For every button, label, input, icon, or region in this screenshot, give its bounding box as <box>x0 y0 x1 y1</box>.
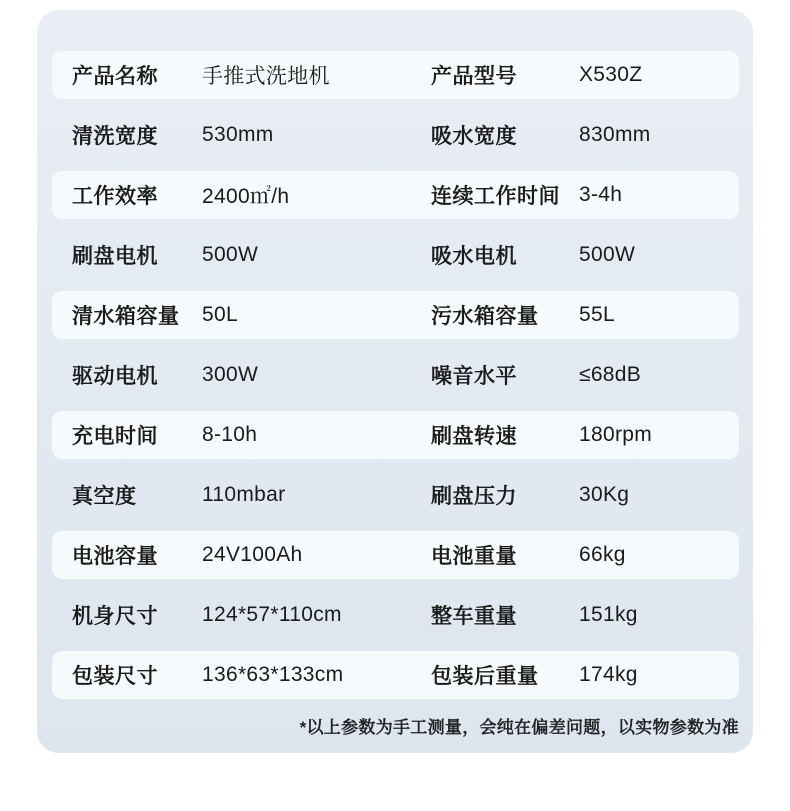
spec-label: 刷盘转速 <box>431 425 517 448</box>
spec-label: 充电时间 <box>72 425 158 448</box>
spec-row-battery <box>52 531 739 579</box>
spec-value: 530mm <box>202 123 274 146</box>
spec-label: 产品名称 <box>72 65 158 88</box>
spec-label: 工作效率 <box>72 185 158 208</box>
spec-label: 包装尺寸 <box>72 665 158 688</box>
spec-label: 污水箱容量 <box>431 305 539 328</box>
spec-row-product-name <box>52 51 739 99</box>
spec-row-efficiency <box>52 171 739 219</box>
spec-label: 刷盘电机 <box>72 245 158 268</box>
spec-row-charge-time <box>52 411 739 459</box>
spec-label: 产品型号 <box>431 65 517 88</box>
spec-card <box>37 10 753 753</box>
spec-value: ≤68dB <box>579 363 642 386</box>
spec-value: 500W <box>579 243 636 266</box>
spec-label: 吸水宽度 <box>431 125 517 148</box>
spec-row-body-size <box>52 591 739 639</box>
spec-label: 真空度 <box>72 485 137 508</box>
spec-value: 110mbar <box>202 483 286 506</box>
spec-label: 电池容量 <box>72 545 158 568</box>
spec-row-brush-motor <box>52 231 739 279</box>
spec-row-drive-motor <box>52 351 739 399</box>
spec-value: 8-10h <box>202 423 258 446</box>
spec-value: 830mm <box>579 123 651 146</box>
spec-label: 噪音水平 <box>431 365 517 388</box>
spec-value: 500W <box>202 243 259 266</box>
spec-value: 180rpm <box>579 423 653 446</box>
spec-value: 136*63*133cm <box>202 663 344 686</box>
spec-label: 吸水电机 <box>431 245 517 268</box>
spec-row-cleaning-width <box>52 111 739 159</box>
spec-value: 3-4h <box>579 183 623 206</box>
spec-row-clean-tank <box>52 291 739 339</box>
spec-label: 清水箱容量 <box>72 305 180 328</box>
spec-label: 机身尺寸 <box>72 605 158 628</box>
spec-value: 124*57*110cm <box>202 603 342 626</box>
spec-value: 174kg <box>579 663 638 686</box>
spec-value: 手推式洗地机 <box>202 65 330 88</box>
measurement-disclaimer: *以上参数为手工测量，会纯在偏差问题，以实物参数为准 <box>299 718 739 737</box>
spec-label: 电池重量 <box>431 545 517 568</box>
spec-value: 66kg <box>579 543 626 566</box>
spec-value: X530Z <box>579 63 643 86</box>
spec-row-package-size <box>52 651 739 699</box>
spec-value: 55L <box>579 303 615 326</box>
spec-value: 2400㎡/h <box>202 185 290 208</box>
spec-value: 30Kg <box>579 483 630 506</box>
spec-value: 300W <box>202 363 259 386</box>
spec-label: 刷盘压力 <box>431 485 517 508</box>
spec-label: 整车重量 <box>431 605 517 628</box>
spec-label: 清洗宽度 <box>72 125 158 148</box>
spec-value: 50L <box>202 303 238 326</box>
spec-label: 连续工作时间 <box>431 185 560 208</box>
spec-label: 包装后重量 <box>431 665 539 688</box>
spec-value: 24V100Ah <box>202 543 303 566</box>
spec-row-vacuum <box>52 471 739 519</box>
spec-value: 151kg <box>579 603 638 626</box>
spec-label: 驱动电机 <box>72 365 158 388</box>
